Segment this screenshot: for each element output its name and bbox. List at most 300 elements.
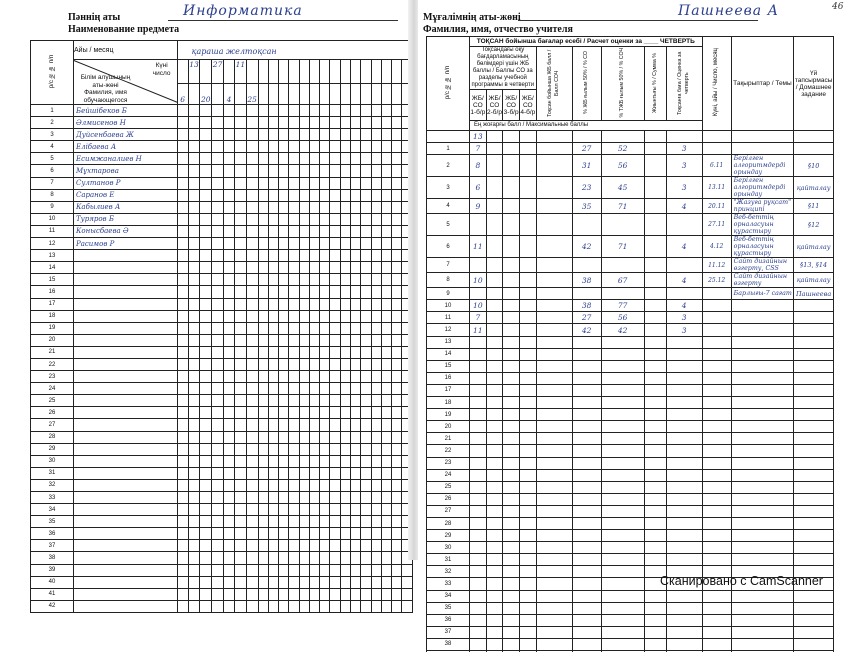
grade-cell[interactable]	[177, 334, 188, 346]
score-cell-total[interactable]	[644, 517, 666, 529]
grade-cell[interactable]	[330, 298, 340, 310]
grade-cell[interactable]	[246, 467, 258, 479]
grade-cell[interactable]	[289, 213, 299, 225]
grade-cell[interactable]	[223, 552, 234, 564]
score-cell-so3[interactable]	[503, 312, 520, 324]
grade-cell[interactable]	[330, 455, 340, 467]
grade-cell[interactable]	[289, 262, 299, 274]
score-cell-pct_soch[interactable]	[601, 445, 644, 457]
score-cell-soch[interactable]	[536, 177, 572, 199]
score-cell-so1[interactable]: 8	[470, 155, 487, 177]
grade-cell[interactable]	[246, 105, 258, 117]
grade-cell[interactable]	[188, 238, 200, 250]
grade-cell[interactable]	[223, 286, 234, 298]
grade-cell[interactable]	[289, 479, 299, 491]
lesson-date[interactable]: 4.12	[702, 236, 731, 258]
grade-cell[interactable]	[381, 492, 391, 504]
grade-cell[interactable]	[289, 250, 299, 262]
grade-cell[interactable]	[223, 177, 234, 189]
grade-cell[interactable]	[299, 383, 309, 395]
grade-cell[interactable]	[246, 225, 258, 237]
score-cell-so1[interactable]: 11	[470, 324, 487, 336]
grade-cell[interactable]	[309, 129, 319, 141]
grade-cell[interactable]	[340, 105, 350, 117]
grade-cell[interactable]	[279, 177, 289, 189]
grade-cell[interactable]	[177, 189, 188, 201]
grade-cell[interactable]	[309, 262, 319, 274]
grade-cell[interactable]	[289, 383, 299, 395]
grade-cell[interactable]	[381, 467, 391, 479]
grade-cell[interactable]	[223, 516, 234, 528]
grade-cell[interactable]	[246, 250, 258, 262]
score-cell-pct_soch[interactable]: 56	[601, 155, 644, 177]
grade-cell[interactable]	[392, 153, 402, 165]
grade-cell[interactable]	[246, 600, 258, 612]
grade-cell[interactable]	[188, 213, 200, 225]
grade-cell[interactable]	[268, 129, 278, 141]
grade-cell[interactable]	[234, 310, 246, 322]
score-cell-so1[interactable]	[470, 614, 487, 626]
grade-cell[interactable]	[246, 576, 258, 588]
grade-cell[interactable]	[234, 298, 246, 310]
grade-cell[interactable]	[371, 177, 381, 189]
grade-cell[interactable]	[177, 286, 188, 298]
grade-cell[interactable]	[309, 395, 319, 407]
score-cell-so2[interactable]	[486, 626, 503, 638]
grade-cell[interactable]	[258, 492, 268, 504]
grade-cell[interactable]	[392, 141, 402, 153]
grade-cell[interactable]	[299, 225, 309, 237]
grade-cell[interactable]	[279, 443, 289, 455]
grade-cell[interactable]	[392, 383, 402, 395]
score-cell-grade[interactable]	[666, 493, 702, 505]
grade-cell[interactable]	[268, 383, 278, 395]
grade-cell[interactable]	[188, 383, 200, 395]
grade-cell[interactable]	[246, 383, 258, 395]
grade-cell[interactable]	[279, 238, 289, 250]
grade-cell[interactable]	[299, 177, 309, 189]
grade-cell[interactable]	[320, 552, 330, 564]
score-cell-pct_soch[interactable]: 52	[601, 143, 644, 155]
grade-cell[interactable]	[330, 479, 340, 491]
score-cell-pct_so[interactable]	[572, 638, 601, 650]
grade-cell[interactable]	[268, 564, 278, 576]
grade-cell[interactable]	[212, 528, 224, 540]
grade-cell[interactable]	[309, 105, 319, 117]
grade-cell[interactable]	[289, 298, 299, 310]
grade-cell[interactable]	[381, 588, 391, 600]
grade-cell[interactable]	[381, 383, 391, 395]
grade-cell[interactable]	[212, 153, 224, 165]
grade-cell[interactable]	[381, 153, 391, 165]
score-cell-so2[interactable]	[486, 590, 503, 602]
grade-cell[interactable]	[392, 322, 402, 334]
student-name[interactable]: Расимов Р	[74, 238, 178, 250]
score-cell-total[interactable]	[644, 397, 666, 409]
grade-cell[interactable]	[340, 153, 350, 165]
grade-cell[interactable]	[258, 189, 268, 201]
grade-cell[interactable]	[309, 165, 319, 177]
score-cell-soch[interactable]	[536, 481, 572, 493]
grade-cell[interactable]	[320, 395, 330, 407]
grade-cell[interactable]	[246, 298, 258, 310]
grade-cell[interactable]	[234, 201, 246, 213]
lesson-topic[interactable]	[731, 433, 794, 445]
grade-cell[interactable]	[223, 310, 234, 322]
grade-cell[interactable]	[289, 105, 299, 117]
score-cell-so1[interactable]	[470, 530, 487, 542]
grade-cell[interactable]	[371, 105, 381, 117]
lesson-date[interactable]: 11.12	[702, 258, 731, 273]
lesson-topic[interactable]: Сайт дизайнын өзгерту	[731, 273, 794, 288]
grade-cell[interactable]	[392, 346, 402, 358]
score-cell-so4[interactable]	[519, 199, 536, 214]
score-cell-total[interactable]	[644, 372, 666, 384]
grade-cell[interactable]	[246, 129, 258, 141]
score-cell-so2[interactable]	[486, 421, 503, 433]
grade-cell[interactable]	[320, 346, 330, 358]
grade-cell[interactable]	[200, 552, 212, 564]
lesson-homework[interactable]	[794, 312, 834, 324]
score-cell-total[interactable]	[644, 288, 666, 300]
grade-cell[interactable]	[212, 383, 224, 395]
grade-cell[interactable]	[361, 165, 371, 177]
grade-cell[interactable]	[299, 467, 309, 479]
lesson-homework[interactable]	[794, 336, 834, 348]
grade-cell[interactable]	[361, 358, 371, 370]
grade-cell[interactable]	[320, 540, 330, 552]
grade-cell[interactable]	[299, 153, 309, 165]
grade-cell[interactable]	[223, 479, 234, 491]
lesson-homework[interactable]	[794, 457, 834, 469]
grade-cell[interactable]	[279, 250, 289, 262]
grade-cell[interactable]	[371, 504, 381, 516]
grade-cell[interactable]	[212, 504, 224, 516]
lesson-homework[interactable]	[794, 530, 834, 542]
score-cell-soch[interactable]	[536, 505, 572, 517]
score-cell-pct_soch[interactable]	[601, 288, 644, 300]
score-cell-pct_soch[interactable]	[601, 397, 644, 409]
score-cell-so1[interactable]	[470, 421, 487, 433]
grade-cell[interactable]	[223, 250, 234, 262]
grade-cell[interactable]	[223, 455, 234, 467]
grade-cell[interactable]	[200, 346, 212, 358]
score-cell-pct_so[interactable]	[572, 481, 601, 493]
grade-cell[interactable]	[279, 201, 289, 213]
lesson-homework[interactable]	[794, 638, 834, 650]
grade-cell[interactable]	[299, 552, 309, 564]
score-cell-pct_soch[interactable]: 56	[601, 312, 644, 324]
grade-cell[interactable]	[330, 262, 340, 274]
score-cell-so2[interactable]	[486, 348, 503, 360]
grade-cell[interactable]	[340, 395, 350, 407]
score-cell-so4[interactable]	[519, 397, 536, 409]
score-cell-so2[interactable]	[486, 300, 503, 312]
grade-cell[interactable]	[223, 165, 234, 177]
grade-cell[interactable]	[289, 443, 299, 455]
grade-cell[interactable]	[200, 395, 212, 407]
grade-cell[interactable]	[258, 576, 268, 588]
lesson-topic[interactable]: Веб-беттің орналасуын құрастыру	[731, 236, 794, 258]
score-cell-pct_soch[interactable]	[601, 505, 644, 517]
grade-cell[interactable]	[320, 177, 330, 189]
grade-cell[interactable]	[330, 310, 340, 322]
grade-cell[interactable]	[392, 262, 402, 274]
score-cell-so2[interactable]	[486, 566, 503, 578]
grade-cell[interactable]	[392, 407, 402, 419]
grade-cell[interactable]	[392, 600, 402, 612]
grade-cell[interactable]	[381, 189, 391, 201]
grade-cell[interactable]	[279, 467, 289, 479]
grade-cell[interactable]	[258, 238, 268, 250]
grade-cell[interactable]	[381, 201, 391, 213]
grade-cell[interactable]	[371, 395, 381, 407]
score-cell-so1[interactable]	[470, 214, 487, 236]
grade-cell[interactable]	[299, 334, 309, 346]
grade-cell[interactable]	[234, 213, 246, 225]
grade-cell[interactable]	[392, 552, 402, 564]
grade-cell[interactable]	[200, 238, 212, 250]
score-cell-total[interactable]	[644, 258, 666, 273]
grade-cell[interactable]	[309, 528, 319, 540]
student-name[interactable]	[74, 346, 178, 358]
grade-cell[interactable]	[268, 310, 278, 322]
grade-cell[interactable]	[381, 358, 391, 370]
grade-cell[interactable]	[177, 492, 188, 504]
grade-cell[interactable]	[320, 117, 330, 129]
grade-cell[interactable]	[234, 588, 246, 600]
grade-cell[interactable]	[200, 455, 212, 467]
grade-cell[interactable]	[402, 588, 413, 600]
grade-cell[interactable]	[309, 177, 319, 189]
score-cell-pct_so[interactable]	[572, 517, 601, 529]
grade-cell[interactable]	[279, 105, 289, 117]
score-cell-so3[interactable]	[503, 505, 520, 517]
lesson-homework[interactable]	[794, 602, 834, 614]
grade-cell[interactable]	[246, 588, 258, 600]
grade-cell[interactable]	[212, 117, 224, 129]
score-cell-pct_soch[interactable]	[601, 566, 644, 578]
score-cell-total[interactable]	[644, 590, 666, 602]
grade-cell[interactable]	[246, 153, 258, 165]
score-cell-soch[interactable]	[536, 236, 572, 258]
grade-cell[interactable]	[392, 334, 402, 346]
grade-cell[interactable]	[223, 213, 234, 225]
grade-cell[interactable]	[279, 528, 289, 540]
grade-cell[interactable]	[289, 528, 299, 540]
lesson-homework[interactable]	[794, 421, 834, 433]
grade-cell[interactable]	[234, 250, 246, 262]
grade-cell[interactable]	[340, 141, 350, 153]
grade-cell[interactable]	[188, 479, 200, 491]
grade-cell[interactable]	[188, 564, 200, 576]
grade-cell[interactable]	[177, 528, 188, 540]
grade-cell[interactable]	[361, 105, 371, 117]
lesson-topic[interactable]: Берілген алгоритмдерді орындау	[731, 177, 794, 199]
score-cell-soch[interactable]	[536, 469, 572, 481]
student-name[interactable]	[74, 274, 178, 286]
grade-cell[interactable]	[177, 201, 188, 213]
grade-cell[interactable]	[320, 310, 330, 322]
grade-cell[interactable]	[381, 504, 391, 516]
grade-cell[interactable]	[258, 177, 268, 189]
grade-cell[interactable]	[188, 528, 200, 540]
score-cell-so4[interactable]	[519, 517, 536, 529]
grade-cell[interactable]	[309, 334, 319, 346]
score-cell-pct_so[interactable]: 38	[572, 300, 601, 312]
grade-cell[interactable]	[258, 310, 268, 322]
student-name[interactable]	[74, 504, 178, 516]
grade-cell[interactable]	[212, 492, 224, 504]
grade-cell[interactable]	[371, 298, 381, 310]
score-cell-so2[interactable]	[486, 542, 503, 554]
grade-cell[interactable]	[361, 540, 371, 552]
grade-cell[interactable]	[188, 225, 200, 237]
score-cell-so4[interactable]	[519, 258, 536, 273]
student-name[interactable]: Мұхтарова	[74, 165, 178, 177]
grade-cell[interactable]	[223, 443, 234, 455]
score-cell-so3[interactable]	[503, 602, 520, 614]
grade-cell[interactable]	[246, 334, 258, 346]
grade-cell[interactable]	[371, 455, 381, 467]
student-name[interactable]	[74, 395, 178, 407]
score-cell-pct_soch[interactable]	[601, 542, 644, 554]
score-cell-pct_soch[interactable]	[601, 590, 644, 602]
grade-cell[interactable]	[361, 528, 371, 540]
grade-cell[interactable]	[234, 346, 246, 358]
lesson-topic[interactable]	[731, 397, 794, 409]
score-cell-so1[interactable]	[470, 336, 487, 348]
grade-cell[interactable]	[392, 189, 402, 201]
lesson-date[interactable]	[702, 336, 731, 348]
grade-cell[interactable]	[258, 395, 268, 407]
grade-cell[interactable]	[223, 383, 234, 395]
grade-cell[interactable]	[340, 492, 350, 504]
lesson-date[interactable]	[702, 493, 731, 505]
grade-cell[interactable]	[212, 407, 224, 419]
score-cell-pct_so[interactable]	[572, 433, 601, 445]
grade-cell[interactable]	[177, 552, 188, 564]
grade-cell[interactable]	[289, 407, 299, 419]
score-cell-grade[interactable]: 3	[666, 143, 702, 155]
grade-cell[interactable]	[234, 129, 246, 141]
grade-cell[interactable]	[268, 407, 278, 419]
lesson-topic[interactable]	[731, 554, 794, 566]
grade-cell[interactable]	[361, 286, 371, 298]
score-cell-so4[interactable]	[519, 348, 536, 360]
score-cell-so2[interactable]	[486, 614, 503, 626]
grade-cell[interactable]	[200, 117, 212, 129]
score-cell-so4[interactable]	[519, 214, 536, 236]
grade-cell[interactable]	[392, 274, 402, 286]
score-cell-total[interactable]	[644, 542, 666, 554]
grade-cell[interactable]	[351, 189, 361, 201]
score-cell-so2[interactable]	[486, 651, 503, 652]
lesson-date[interactable]	[702, 360, 731, 372]
lesson-topic[interactable]	[731, 505, 794, 517]
score-cell-total[interactable]	[644, 143, 666, 155]
score-cell-total[interactable]	[644, 602, 666, 614]
grade-cell[interactable]	[340, 298, 350, 310]
grade-cell[interactable]	[361, 504, 371, 516]
student-name[interactable]: Саранов Е	[74, 189, 178, 201]
grade-cell[interactable]	[268, 443, 278, 455]
score-cell-total[interactable]	[644, 554, 666, 566]
grade-cell[interactable]	[223, 298, 234, 310]
grade-cell[interactable]	[371, 286, 381, 298]
score-cell-pct_so[interactable]: 35	[572, 199, 601, 214]
grade-cell[interactable]	[258, 129, 268, 141]
grade-cell[interactable]	[361, 322, 371, 334]
grade-cell[interactable]	[381, 407, 391, 419]
score-cell-pct_soch[interactable]: 77	[601, 300, 644, 312]
score-cell-pct_soch[interactable]	[601, 433, 644, 445]
grade-cell[interactable]	[223, 419, 234, 431]
grade-cell[interactable]	[246, 419, 258, 431]
grade-cell[interactable]	[268, 492, 278, 504]
grade-cell[interactable]	[234, 528, 246, 540]
grade-cell[interactable]	[330, 395, 340, 407]
score-cell-so2[interactable]	[486, 312, 503, 324]
lesson-topic[interactable]	[731, 300, 794, 312]
score-cell-so1[interactable]	[470, 566, 487, 578]
grade-cell[interactable]	[340, 213, 350, 225]
grade-cell[interactable]	[234, 407, 246, 419]
grade-cell[interactable]	[212, 298, 224, 310]
grade-cell[interactable]	[258, 419, 268, 431]
score-cell-so2[interactable]	[486, 177, 503, 199]
lesson-topic[interactable]	[731, 421, 794, 433]
grade-cell[interactable]	[289, 189, 299, 201]
grade-cell[interactable]	[320, 250, 330, 262]
score-cell-so1[interactable]: 10	[470, 300, 487, 312]
score-cell-pct_so[interactable]	[572, 336, 601, 348]
grade-cell[interactable]	[234, 504, 246, 516]
grade-cell[interactable]	[330, 552, 340, 564]
grade-cell[interactable]	[381, 516, 391, 528]
score-cell-pct_so[interactable]	[572, 651, 601, 652]
grade-cell[interactable]	[223, 225, 234, 237]
score-cell-so2[interactable]	[486, 638, 503, 650]
grade-cell[interactable]	[246, 431, 258, 443]
score-cell-grade[interactable]	[666, 626, 702, 638]
score-cell-so4[interactable]	[519, 602, 536, 614]
grade-cell[interactable]	[381, 346, 391, 358]
score-cell-total[interactable]	[644, 312, 666, 324]
grade-cell[interactable]	[246, 371, 258, 383]
student-name[interactable]	[74, 552, 178, 564]
grade-cell[interactable]	[177, 540, 188, 552]
grade-cell[interactable]	[320, 105, 330, 117]
grade-cell[interactable]	[309, 407, 319, 419]
grade-cell[interactable]	[268, 262, 278, 274]
grade-cell[interactable]	[320, 516, 330, 528]
student-name[interactable]	[74, 492, 178, 504]
student-name[interactable]: Дуйсенбаева Ж	[74, 129, 178, 141]
grade-cell[interactable]	[188, 576, 200, 588]
grade-cell[interactable]	[330, 419, 340, 431]
score-cell-so3[interactable]	[503, 348, 520, 360]
score-cell-so2[interactable]	[486, 493, 503, 505]
grade-cell[interactable]	[268, 189, 278, 201]
grade-cell[interactable]	[188, 431, 200, 443]
grade-cell[interactable]	[234, 274, 246, 286]
grade-cell[interactable]	[330, 274, 340, 286]
score-cell-grade[interactable]	[666, 360, 702, 372]
grade-cell[interactable]	[392, 250, 402, 262]
score-cell-soch[interactable]	[536, 360, 572, 372]
grade-cell[interactable]	[200, 504, 212, 516]
